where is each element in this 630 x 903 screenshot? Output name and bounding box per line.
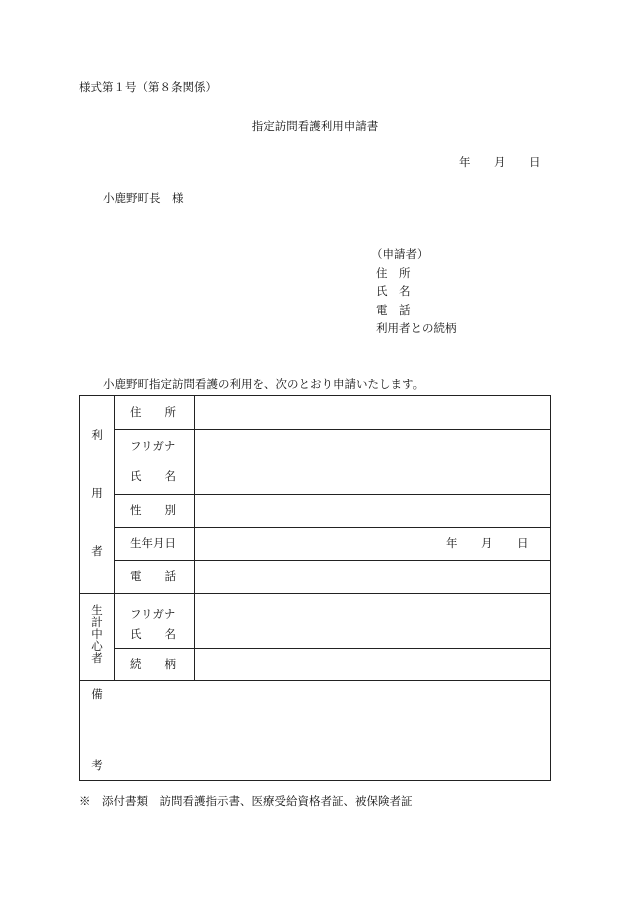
user-furigana-label: フリガナ [130,439,176,453]
application-table [79,395,551,781]
applicant-address-label: 住 所 [376,266,411,280]
remarks-label-char: 備 [91,687,103,701]
date-month-label: 月 [494,155,506,169]
row-divider [114,494,550,495]
applicant-phone-label: 電 話 [376,303,411,317]
user-name-label: 氏 名 [130,469,176,483]
householder-section-char: 者 [91,651,103,665]
attachments-note: ※ 添付書類 訪問看護指示書、医療受給資格者証、被保険者証 [79,794,413,808]
user-sex-label: 性 別 [130,503,176,517]
form-number: 様式第１号（第８条関係） [79,80,217,94]
applicant-heading: （申請者） [371,247,429,261]
applicant-relationship-label: 利用者との続柄 [376,321,457,335]
column-divider [114,396,115,680]
row-divider [114,560,550,561]
applicant-name-label: 氏 名 [376,284,411,298]
date-day-label: 日 [529,155,541,169]
birthdate-month-label: 月 [481,536,493,550]
user-section-char: 用 [91,486,103,500]
birthdate-day-label: 日 [517,536,529,550]
user-address-label: 住 所 [130,405,176,419]
remarks-label-char: 考 [91,758,103,772]
birthdate-year-label: 年 [446,536,458,550]
householder-section-char: 中 [91,627,103,641]
householder-section-char: 計 [91,615,103,629]
row-divider [114,648,550,649]
user-birthdate-label: 生年月日 [130,536,176,550]
row-divider [114,429,550,430]
intro-text: 小鹿野町指定訪問看護の利用を、次のとおり申請いたします。 [103,377,425,391]
householder-section-char: 心 [91,639,103,653]
householder-name-label: 氏 名 [130,627,176,641]
user-section-char: 利 [91,428,103,442]
row-divider [114,527,550,528]
column-divider [194,396,195,680]
householder-furigana-label: フリガナ [130,607,176,621]
document-title: 指定訪問看護利用申請書 [251,119,379,133]
householder-section-char: 生 [91,603,103,617]
section-divider [80,680,550,681]
householder-relationship-label: 続 柄 [130,657,176,671]
section-divider [80,593,550,594]
user-section-char: 者 [91,544,103,558]
user-phone-label: 電 話 [130,569,176,583]
date-year-label: 年 [459,155,471,169]
addressee: 小鹿野町長 様 [103,191,184,205]
